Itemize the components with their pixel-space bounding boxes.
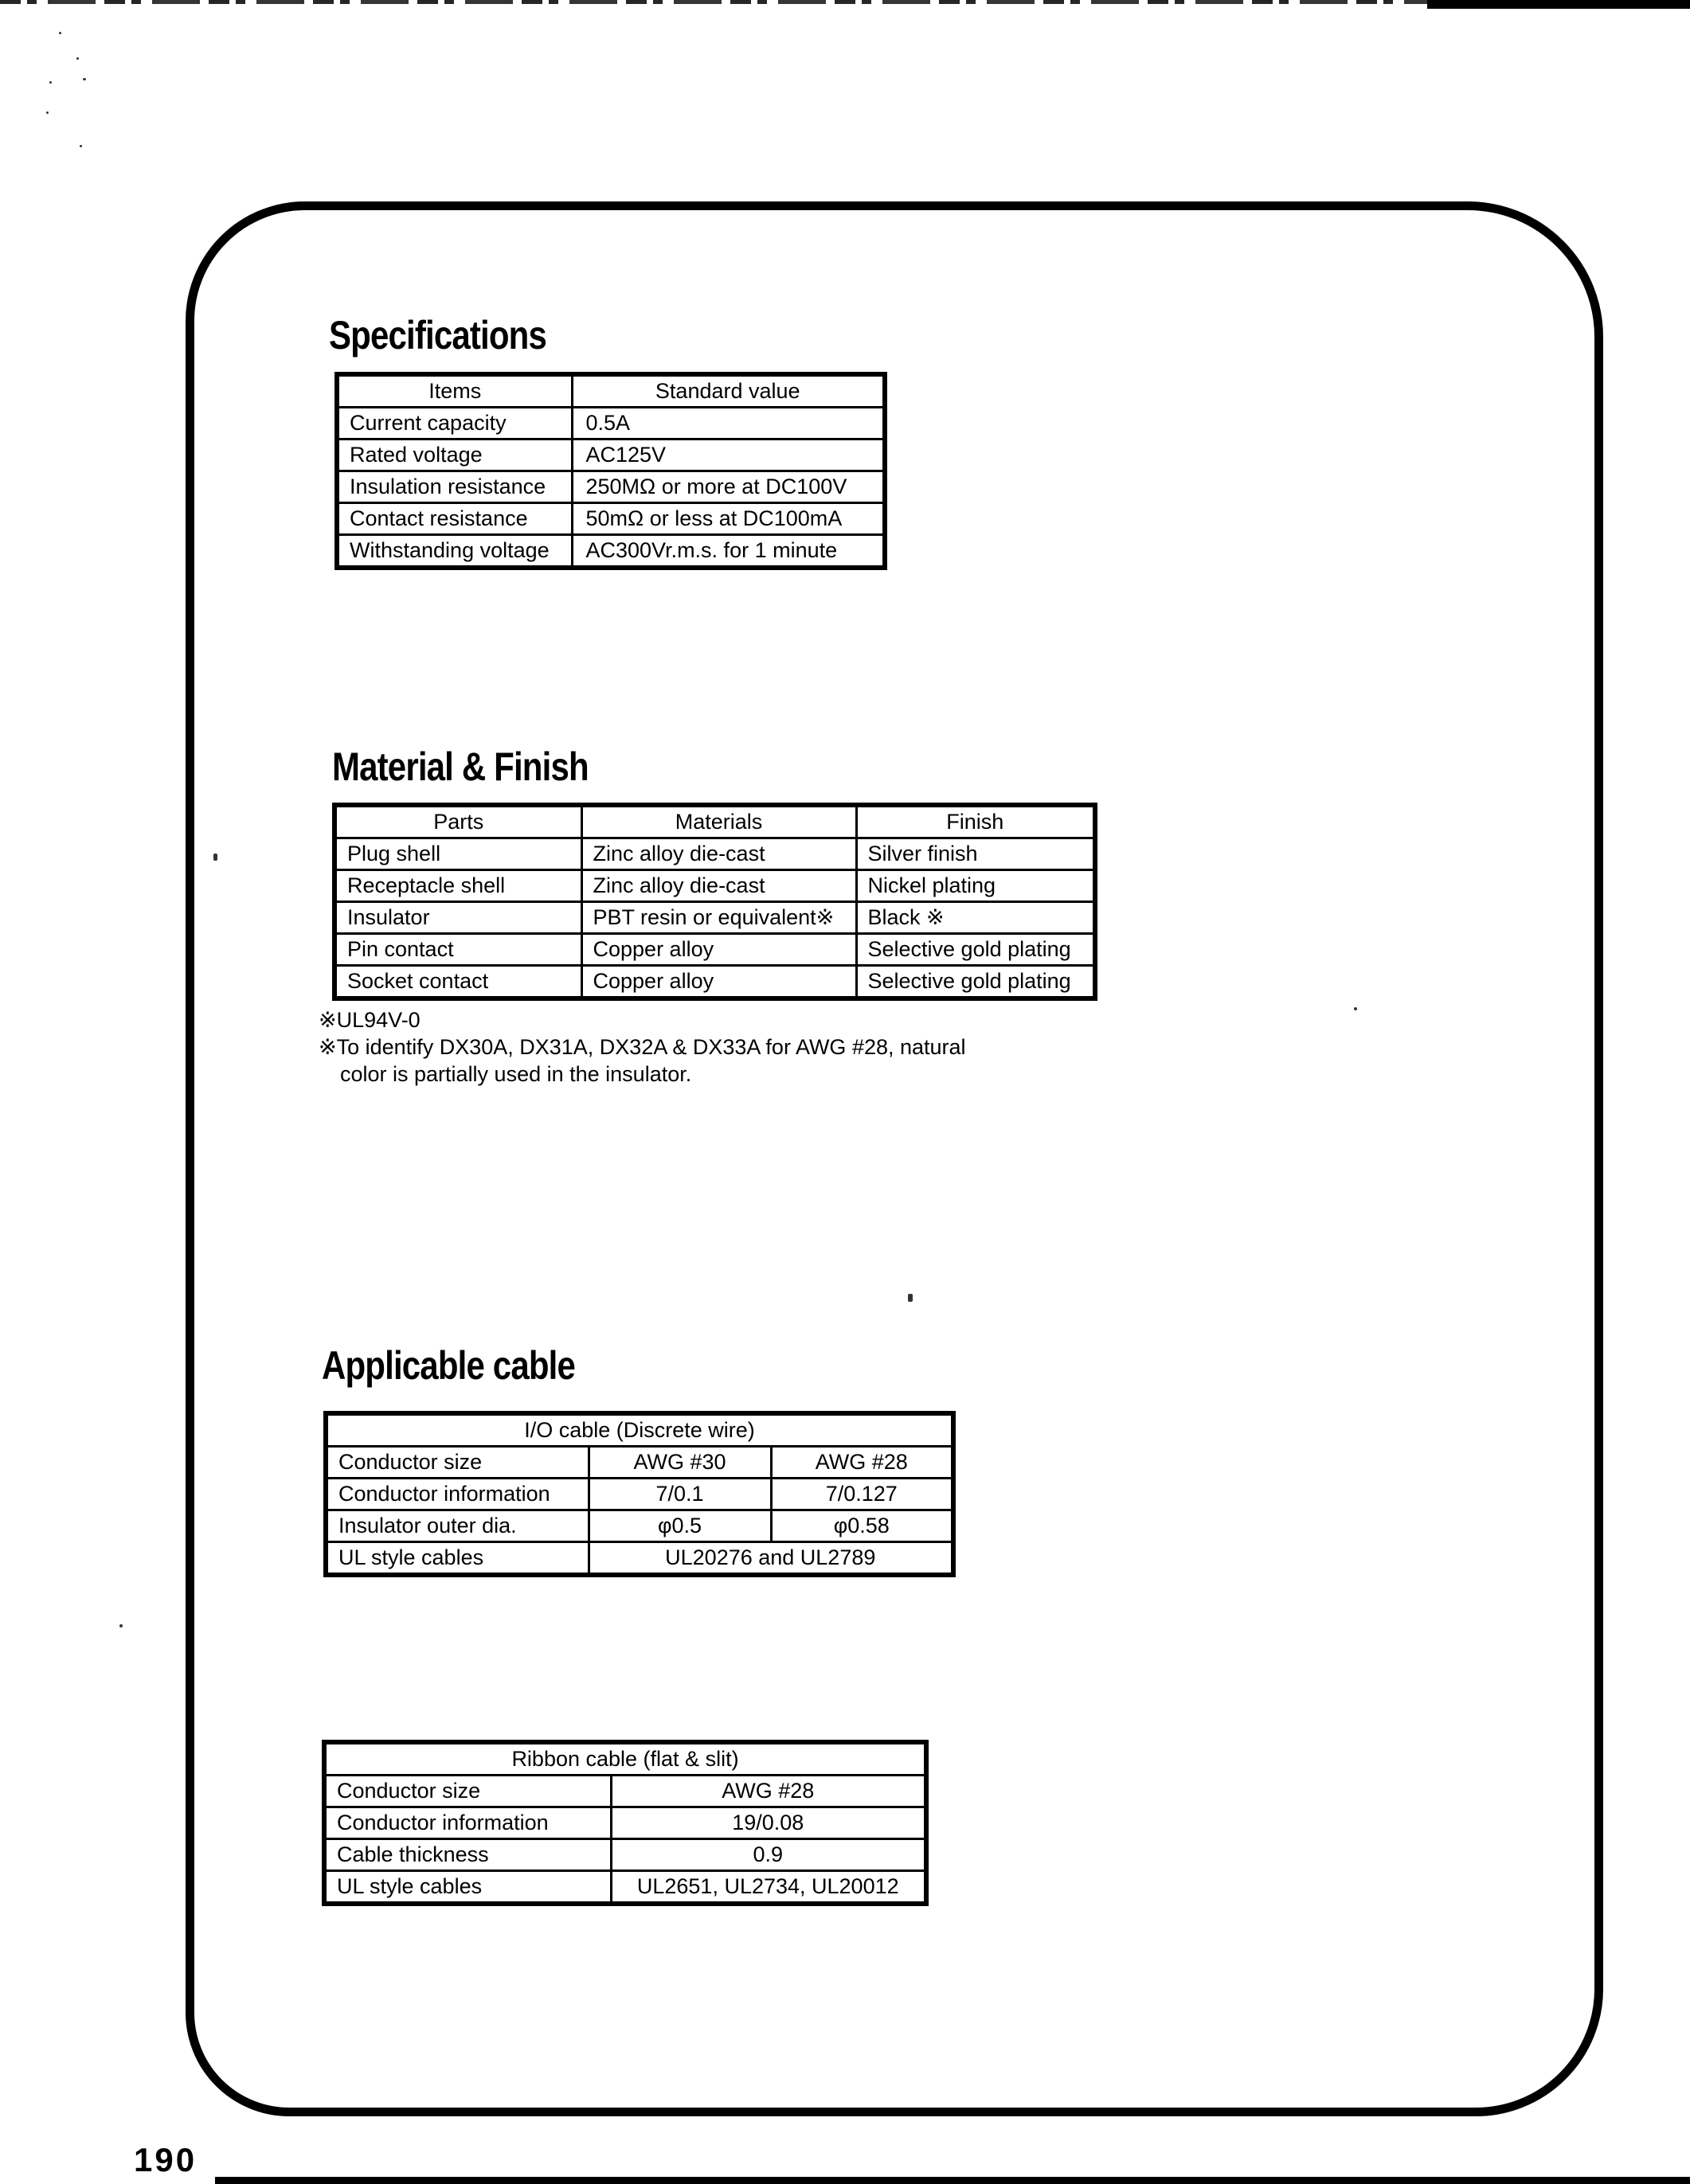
cable-value: φ0.5 xyxy=(589,1510,771,1542)
table-row xyxy=(324,1871,926,1905)
page-number: 190 xyxy=(134,2141,198,2178)
scan-speck xyxy=(46,111,49,114)
scan-speck xyxy=(59,32,61,34)
scan-speck xyxy=(83,78,86,80)
table-row xyxy=(326,1479,953,1510)
table-row xyxy=(337,440,885,471)
cable-attr: Conductor information xyxy=(324,1807,611,1839)
specifications-table xyxy=(334,372,887,570)
io-cable-table xyxy=(323,1411,956,1577)
column-header: Materials xyxy=(581,805,856,838)
table-row xyxy=(324,1839,926,1871)
cable-attr: Cable thickness xyxy=(324,1839,611,1871)
table-row xyxy=(326,1447,953,1479)
table-caption: I/O cable (Discrete wire) xyxy=(326,1413,953,1447)
table-row xyxy=(326,1542,953,1576)
ribbon-cable-table xyxy=(322,1740,929,1906)
table-row xyxy=(337,503,885,535)
table-row xyxy=(334,870,1095,902)
spec-value: AC300Vr.m.s. for 1 minute xyxy=(572,535,885,568)
finish-value: Silver finish xyxy=(856,838,1095,870)
table-row xyxy=(337,408,885,440)
note-line: ※To identify DX30A, DX31A, DX32A & DX33A for AWG #28, natural xyxy=(319,1035,966,1059)
scan-speck xyxy=(80,145,82,147)
table-caption: Ribbon cable (flat & slit) xyxy=(324,1742,926,1776)
finish-value: Black ※ xyxy=(856,902,1095,934)
applicable-cable-title: Applicable cable xyxy=(322,1343,576,1388)
spec-item: Withstanding voltage xyxy=(337,535,572,568)
column-header: Finish xyxy=(856,805,1095,838)
specifications-title: Specifications xyxy=(329,313,546,357)
cable-attr: UL style cables xyxy=(326,1542,589,1576)
finish-value: Selective gold plating xyxy=(856,966,1095,999)
table-row xyxy=(334,838,1095,870)
part-name: Insulator xyxy=(334,902,581,934)
material-value: Zinc alloy die-cast xyxy=(581,838,856,870)
material-notes xyxy=(319,1006,966,1088)
cable-value: AWG #28 xyxy=(771,1447,953,1479)
cable-value: 7/0.1 xyxy=(589,1479,771,1510)
spec-item: Rated voltage xyxy=(337,440,572,471)
table-row xyxy=(337,535,885,568)
cable-value: AWG #30 xyxy=(589,1447,771,1479)
part-name: Plug shell xyxy=(334,838,581,870)
cable-value: UL20276 and UL2789 xyxy=(589,1542,953,1576)
spec-value: 0.5A xyxy=(572,408,885,440)
cable-value: 0.9 xyxy=(611,1839,926,1871)
table-row xyxy=(334,966,1095,999)
finish-value: Nickel plating xyxy=(856,870,1095,902)
material-finish-table xyxy=(332,803,1097,1001)
cable-attr: Insulator outer dia. xyxy=(326,1510,589,1542)
table-caption-row xyxy=(326,1413,953,1447)
cable-attr: UL style cables xyxy=(324,1871,611,1905)
column-header: Standard value xyxy=(572,374,885,408)
material-value: Zinc alloy die-cast xyxy=(581,870,856,902)
table-header-row xyxy=(334,805,1095,838)
scan-speck xyxy=(49,81,52,84)
material-finish-title: Material & Finish xyxy=(332,744,589,789)
spec-item: Contact resistance xyxy=(337,503,572,535)
cable-value: UL2651, UL2734, UL20012 xyxy=(611,1871,926,1905)
table-caption-row xyxy=(324,1742,926,1776)
cable-value: 7/0.127 xyxy=(771,1479,953,1510)
scan-speck xyxy=(119,1624,123,1627)
spec-value: 50mΩ or less at DC100mA xyxy=(572,503,885,535)
table-row xyxy=(326,1510,953,1542)
part-name: Pin contact xyxy=(334,934,581,966)
table-row xyxy=(324,1776,926,1807)
spec-value: 250MΩ or more at DC100V xyxy=(572,471,885,503)
material-value: Copper alloy xyxy=(581,934,856,966)
part-name: Socket contact xyxy=(334,966,581,999)
cable-value: AWG #28 xyxy=(611,1776,926,1807)
table-row xyxy=(337,471,885,503)
material-value: PBT resin or equivalent※ xyxy=(581,902,856,934)
column-header: Items xyxy=(337,374,572,408)
scan-speck xyxy=(76,57,79,60)
spec-item: Insulation resistance xyxy=(337,471,572,503)
spec-item: Current capacity xyxy=(337,408,572,440)
material-value: Copper alloy xyxy=(581,966,856,999)
part-name: Receptacle shell xyxy=(334,870,581,902)
table-header-row xyxy=(337,374,885,408)
table-row xyxy=(334,902,1095,934)
cable-value: φ0.58 xyxy=(771,1510,953,1542)
note-line: color is partially used in the insulator. xyxy=(340,1062,692,1086)
cable-attr: Conductor size xyxy=(324,1776,611,1807)
column-header: Parts xyxy=(334,805,581,838)
spec-value: AC125V xyxy=(572,440,885,471)
cable-attr: Conductor information xyxy=(326,1479,589,1510)
scan-artifact-bottom-bar xyxy=(215,2177,1690,2184)
cable-value: 19/0.08 xyxy=(611,1807,926,1839)
cable-attr: Conductor size xyxy=(326,1447,589,1479)
scan-artifact-top-right xyxy=(1427,0,1690,9)
finish-value: Selective gold plating xyxy=(856,934,1095,966)
table-row xyxy=(324,1807,926,1839)
table-row xyxy=(334,934,1095,966)
note-line: ※UL94V-0 xyxy=(319,1008,421,1032)
